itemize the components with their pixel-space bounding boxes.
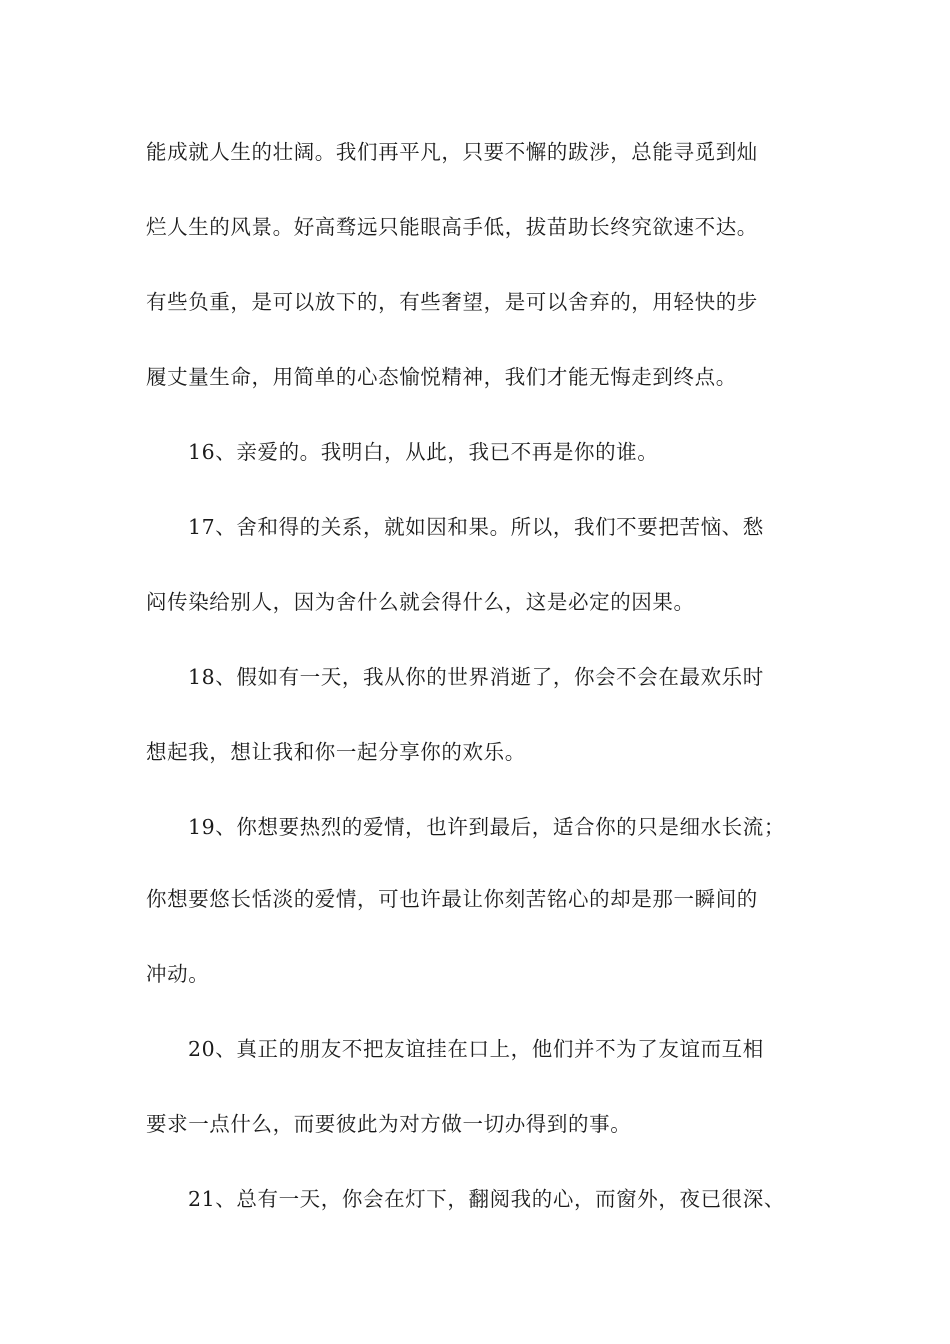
paragraph-line: 16、亲爱的。我明白，从此，我已不再是你的谁。	[188, 440, 659, 464]
paragraph-line: 想起我，想让我和你一起分享你的欢乐。	[146, 740, 526, 764]
paragraph-line: 18、假如有一天，我从你的世界消逝了，你会不会在最欢乐时	[188, 665, 764, 689]
paragraph-line: 21、总有一天，你会在灯下，翻阅我的心，而窗外，夜已很深、	[188, 1187, 785, 1211]
paragraph-line: 有些负重，是可以放下的，有些奢望，是可以舍弃的，用轻快的步	[146, 290, 758, 314]
paragraph-line: 烂人生的风景。好高骛远只能眼高手低，拔苗助长终究欲速不达。	[146, 215, 758, 239]
paragraph-line: 要求一点什么，而要彼此为对方做一切办得到的事。	[146, 1112, 632, 1136]
paragraph-line: 履丈量生命，用简单的心态愉悦精神，我们才能无悔走到终点。	[146, 365, 737, 389]
paragraph-line: 20、真正的朋友不把友谊挂在口上，他们并不为了友谊而互相	[188, 1037, 764, 1061]
paragraph-line: 冲动。	[146, 962, 210, 986]
paragraph-line: 闷传染给别人，因为舍什么就会得什么，这是必定的因果。	[146, 590, 695, 614]
paragraph-line: 17、舍和得的关系，就如因和果。所以，我们不要把苦恼、愁	[188, 515, 764, 539]
paragraph-line: 19、你想要热烈的爱情，也许到最后，适合你的只是细水长流；	[188, 815, 785, 839]
paragraph-line: 你想要悠长恬淡的爱情，可也许最让你刻苦铭心的却是那一瞬间的	[146, 887, 758, 911]
paragraph-line: 能成就人生的壮阔。我们再平凡，只要不懈的跋涉，总能寻觅到灿	[146, 140, 758, 164]
